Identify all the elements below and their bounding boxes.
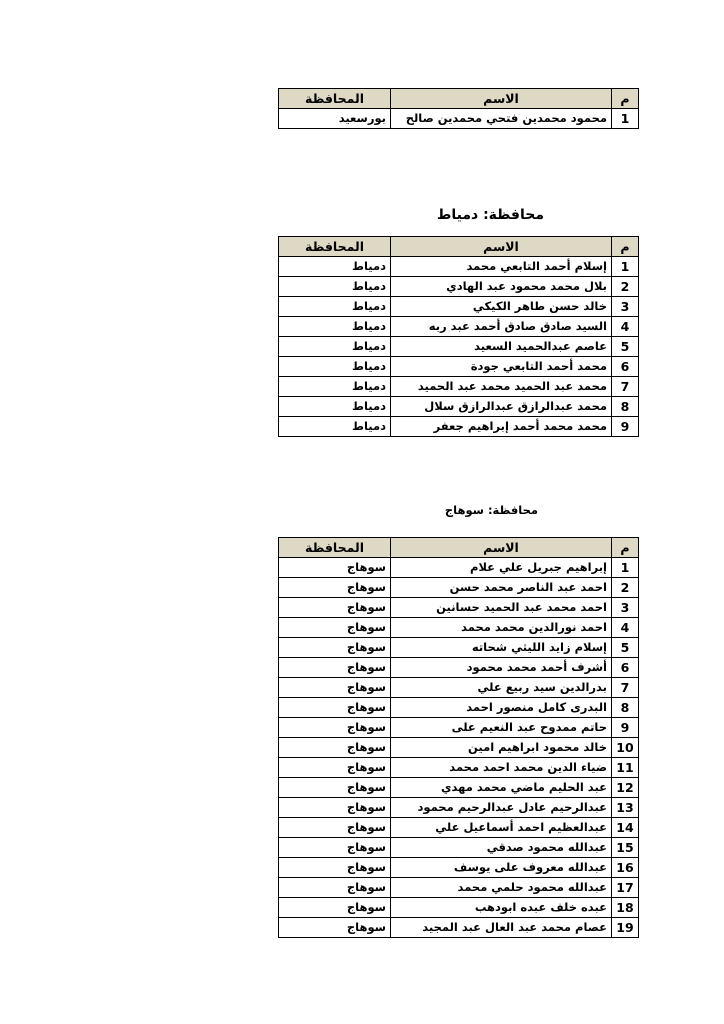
row-name: ضياء الدين محمد احمد محمد xyxy=(391,758,612,778)
row-governorate: سوهاج xyxy=(279,618,391,638)
row-name: حاتم ممدوح عبد النعيم على xyxy=(391,718,612,738)
table-row xyxy=(279,698,639,718)
table-row xyxy=(279,337,639,357)
row-governorate: دمياط xyxy=(279,417,391,437)
table-sohag xyxy=(278,537,639,938)
table-row xyxy=(279,638,639,658)
row-number: 4 xyxy=(612,317,639,337)
table-damietta xyxy=(278,236,639,437)
row-governorate: سوهاج xyxy=(279,558,391,578)
row-name: عبدالله محمود حلمي محمد xyxy=(391,878,612,898)
row-name: بلال محمد محمود عبد الهادي xyxy=(391,277,612,297)
row-name: إسلام زايد الليثي شحاته xyxy=(391,638,612,658)
row-number: 14 xyxy=(612,818,639,838)
header-gov: المحافظة xyxy=(279,538,391,558)
header-gov: المحافظة xyxy=(279,89,391,109)
row-governorate: سوهاج xyxy=(279,818,391,838)
row-name: البدرى كامل منصور احمد xyxy=(391,698,612,718)
table-body xyxy=(279,109,639,129)
row-governorate: دمياط xyxy=(279,297,391,317)
row-governorate: سوهاج xyxy=(279,778,391,798)
row-name: عبدالله معروف على يوسف xyxy=(391,858,612,878)
row-name: احمد نورالدين محمد محمد xyxy=(391,618,612,638)
row-number: 7 xyxy=(612,678,639,698)
row-governorate: سوهاج xyxy=(279,878,391,898)
row-governorate: دمياط xyxy=(279,397,391,417)
row-governorate: سوهاج xyxy=(279,658,391,678)
table-row xyxy=(279,578,639,598)
row-number: 5 xyxy=(612,337,639,357)
row-governorate: سوهاج xyxy=(279,758,391,778)
row-name: السيد صادق صادق أحمد عبد ربه xyxy=(391,317,612,337)
table-row xyxy=(279,658,639,678)
row-governorate: سوهاج xyxy=(279,838,391,858)
table-row xyxy=(279,317,639,337)
row-name: احمد محمد عبد الحميد حسانين xyxy=(391,598,612,618)
header-name: الاسم xyxy=(391,89,612,109)
table-row xyxy=(279,818,639,838)
table-row xyxy=(279,377,639,397)
row-governorate: سوهاج xyxy=(279,598,391,618)
row-name: عاصم عبدالحميد السعيد xyxy=(391,337,612,357)
table-row xyxy=(279,277,639,297)
row-governorate: سوهاج xyxy=(279,738,391,758)
table-portsaid xyxy=(278,88,639,129)
row-number: 18 xyxy=(612,898,639,918)
row-name: عبدالله محمود صدقي xyxy=(391,838,612,858)
row-number: 3 xyxy=(612,297,639,317)
row-name: عصام محمد عبد العال عبد المجيد xyxy=(391,918,612,938)
row-number: 11 xyxy=(612,758,639,778)
table-row xyxy=(279,678,639,698)
header-name: الاسم xyxy=(391,237,612,257)
header-num: م xyxy=(612,237,639,257)
row-name: إبراهيم جبريل علي علام xyxy=(391,558,612,578)
row-name: خالد محمود ابراهيم امين xyxy=(391,738,612,758)
row-governorate: سوهاج xyxy=(279,638,391,658)
row-governorate: سوهاج xyxy=(279,578,391,598)
table-row xyxy=(279,758,639,778)
row-name: محمد عبد الحميد محمد عبد الحميد xyxy=(391,377,612,397)
table-row xyxy=(279,417,639,437)
table-row xyxy=(279,878,639,898)
row-governorate: دمياط xyxy=(279,277,391,297)
table-row xyxy=(279,778,639,798)
row-name: بدرالدين سيد ربيع علي xyxy=(391,678,612,698)
row-governorate: سوهاج xyxy=(279,798,391,818)
row-number: 2 xyxy=(612,277,639,297)
row-governorate: سوهاج xyxy=(279,858,391,878)
row-name: إسلام أحمد التابعي محمد xyxy=(391,257,612,277)
row-governorate: دمياط xyxy=(279,317,391,337)
header-num: م xyxy=(612,538,639,558)
row-governorate: دمياط xyxy=(279,357,391,377)
table-row xyxy=(279,598,639,618)
row-number: 9 xyxy=(612,718,639,738)
row-name: عبدالرحيم عادل عبدالرحيم محمود xyxy=(391,798,612,818)
row-name: محمد عبدالرازق عبدالرازق سلال xyxy=(391,397,612,417)
row-governorate: سوهاج xyxy=(279,698,391,718)
table-header-row xyxy=(279,89,639,109)
header-name: الاسم xyxy=(391,538,612,558)
row-number: 8 xyxy=(612,397,639,417)
row-number: 16 xyxy=(612,858,639,878)
table-row xyxy=(279,838,639,858)
row-number: 8 xyxy=(612,698,639,718)
table-row xyxy=(279,798,639,818)
row-number: 1 xyxy=(612,109,639,129)
row-name: أشرف أحمد محمد محمود xyxy=(391,658,612,678)
table-row xyxy=(279,397,639,417)
row-name: احمد عبد الناصر محمد حسن xyxy=(391,578,612,598)
row-governorate: سوهاج xyxy=(279,718,391,738)
table-row xyxy=(279,558,639,578)
row-number: 9 xyxy=(612,417,639,437)
row-number: 7 xyxy=(612,377,639,397)
table-body xyxy=(279,558,639,938)
table-row xyxy=(279,618,639,638)
table-row xyxy=(279,109,639,129)
row-number: 1 xyxy=(612,558,639,578)
row-number: 6 xyxy=(612,357,639,377)
row-name: عبدالعظيم احمد أسماعيل علي xyxy=(391,818,612,838)
table-row xyxy=(279,738,639,758)
table-row xyxy=(279,918,639,938)
row-number: 19 xyxy=(612,918,639,938)
row-governorate: دمياط xyxy=(279,337,391,357)
table-header-row xyxy=(279,538,639,558)
row-number: 2 xyxy=(612,578,639,598)
row-governorate: سوهاج xyxy=(279,678,391,698)
row-name: عبده خلف عبده ابودهب xyxy=(391,898,612,918)
table-row xyxy=(279,357,639,377)
row-governorate: سوهاج xyxy=(279,898,391,918)
table-row xyxy=(279,898,639,918)
row-number: 1 xyxy=(612,257,639,277)
row-name: عبد الحليم ماضي محمد مهدي xyxy=(391,778,612,798)
header-gov: المحافظة xyxy=(279,237,391,257)
table-header-row xyxy=(279,237,639,257)
row-name: محمد أحمد التابعي جودة xyxy=(391,357,612,377)
row-governorate: دمياط xyxy=(279,257,391,277)
table-row xyxy=(279,858,639,878)
table-row xyxy=(279,257,639,277)
row-number: 12 xyxy=(612,778,639,798)
row-governorate: دمياط xyxy=(279,377,391,397)
row-governorate: بورسعيد xyxy=(279,109,391,129)
row-name: خالد حسن طاهر الكيكي xyxy=(391,297,612,317)
row-name: محمود محمدين فتحي محمدين صالح xyxy=(391,109,612,129)
row-number: 13 xyxy=(612,798,639,818)
section-title-sohag: محافظة: سوهاج xyxy=(444,503,538,517)
header-num: م xyxy=(612,89,639,109)
row-name: محمد محمد أحمد إبراهيم جعفر xyxy=(391,417,612,437)
row-number: 4 xyxy=(612,618,639,638)
section-title-damietta: محافظة: دمياط xyxy=(436,207,544,223)
row-governorate: سوهاج xyxy=(279,918,391,938)
table-row xyxy=(279,297,639,317)
row-number: 3 xyxy=(612,598,639,618)
row-number: 6 xyxy=(612,658,639,678)
row-number: 10 xyxy=(612,738,639,758)
table-row xyxy=(279,718,639,738)
row-number: 15 xyxy=(612,838,639,858)
table-body xyxy=(279,257,639,437)
row-number: 17 xyxy=(612,878,639,898)
row-number: 5 xyxy=(612,638,639,658)
